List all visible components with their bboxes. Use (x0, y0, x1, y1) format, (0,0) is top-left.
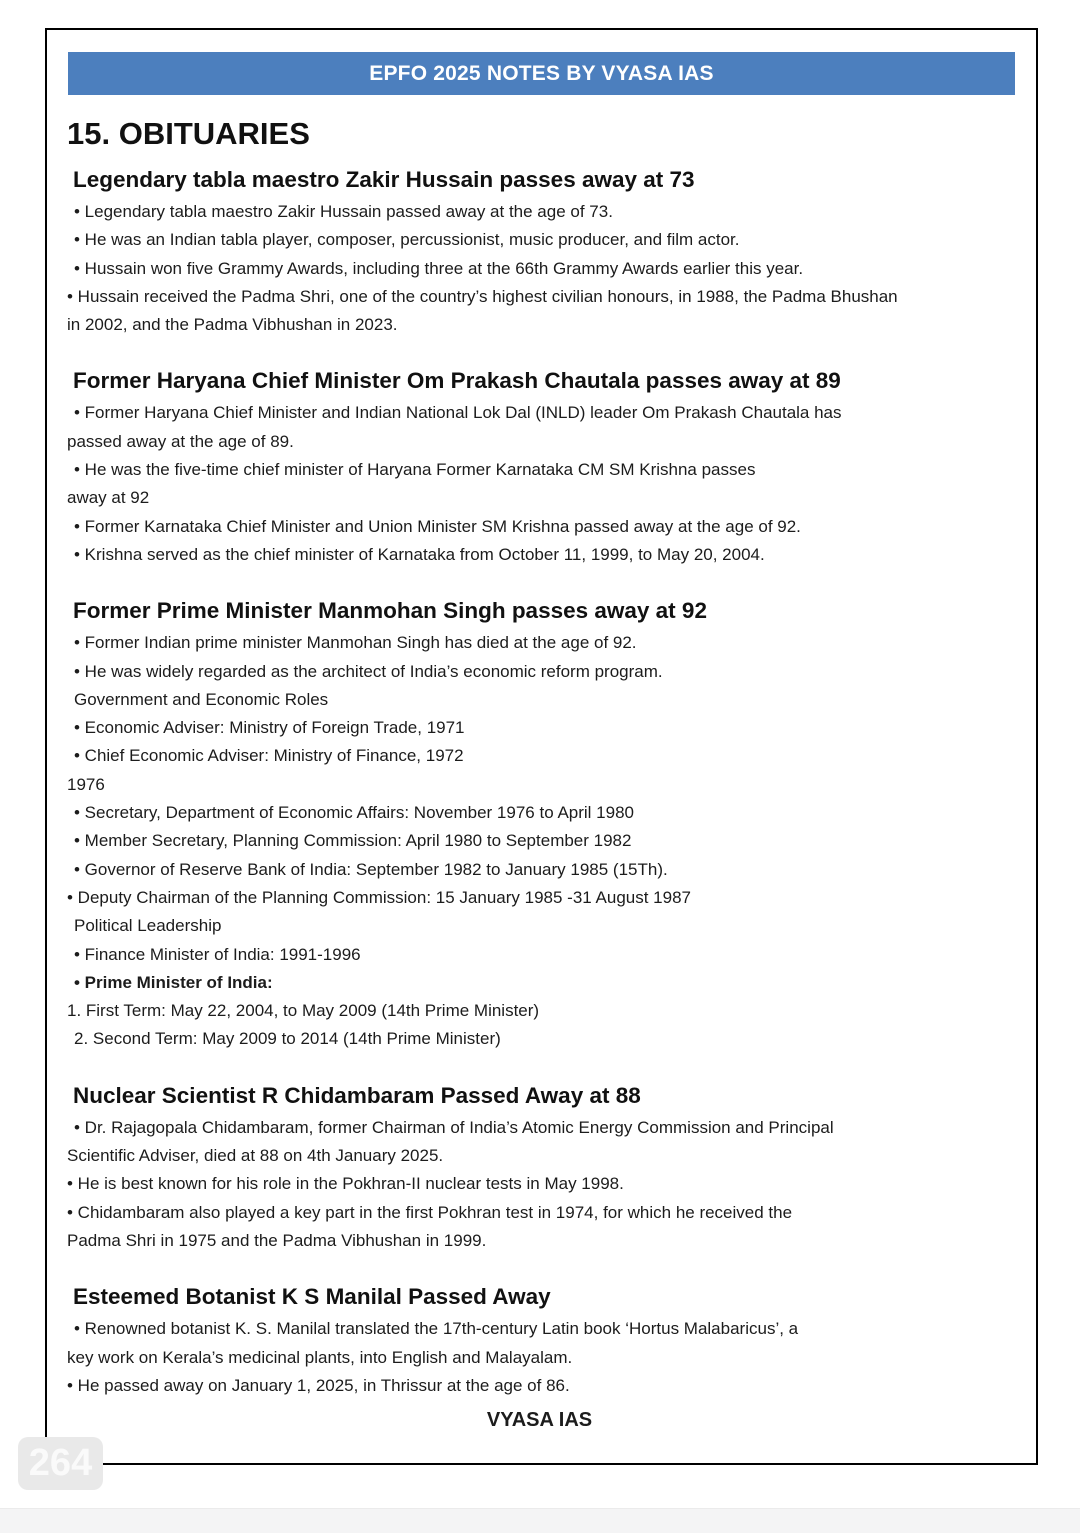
doc-line: away at 92 (67, 488, 150, 508)
doc-line: • Former Indian prime minister Manmohan Singh has died at the age of 92. (74, 633, 637, 653)
doc-line: in 2002, and the Padma Vibhushan in 2023. (67, 315, 398, 335)
doc-line: • Chief Economic Adviser: Ministry of Finance, 1972 (74, 746, 464, 766)
doc-line: 1976 (67, 774, 105, 794)
footer-brand: VYASA IAS (486, 1409, 593, 1432)
next-page-gap (0, 1508, 1080, 1533)
doc-line: Padma Shri in 1975 and the Padma Vibhushan in 1999. (67, 1230, 487, 1250)
section-heading: Nuclear Scientist R Chidambaram Passed Away at 88 (73, 1082, 641, 1108)
header-banner-title: EPFO 2025 NOTES BY VYASA IAS (369, 61, 714, 85)
doc-line: passed away at the age of 89. (67, 431, 294, 451)
doc-line: • He passed away on January 1, 2025, in Thrissur at the age of 86. (67, 1375, 570, 1395)
doc-line: • Chidambaram also played a key part in the first Pokhran test in 1974, for which he received the (67, 1202, 793, 1222)
doc-line: • He was the five-time chief minister of Haryana Former Karnataka CM SM Krishna passes (74, 460, 756, 480)
page-number-badge: 264 (18, 1437, 103, 1490)
doc-line: • Prime Minister of India: (74, 972, 273, 992)
page-title: 15. OBITUARIES (67, 116, 310, 151)
sections (67, 165, 1012, 1400)
doc-line: • Legendary tabla maestro Zakir Hussain passed away at the age of 73. (74, 202, 613, 221)
doc-line: Scientific Adviser, died at 88 on 4th January 2025. (67, 1146, 444, 1166)
doc-line: • Deputy Chairman of the Planning Commission: 15 January 1985 -31 August 1987 (67, 887, 691, 907)
page-content (67, 108, 1012, 1434)
doc-line: • Member Secretary, Planning Commission: April 1980 to September 1982 (74, 831, 632, 851)
obituary-section (67, 366, 1012, 569)
obituary-section (67, 165, 1012, 339)
doc-line: key work on Kerala’s medicinal plants, into English and Malayalam. (67, 1347, 573, 1367)
sub-heading-line: Political Leadership (74, 916, 222, 936)
section-heading: Former Prime Minister Manmohan Singh passes away at 92 (73, 598, 707, 624)
doc-line: 1. First Term: May 22, 2004, to May 2009 (14th Prime Minister) (67, 1001, 540, 1021)
section-heading: Legendary tabla maestro Zakir Hussain passes away at 73 (73, 167, 695, 192)
doc-line: • Former Karnataka Chief Minister and Union Minister SM Krishna passed away at the age of 92. (74, 516, 801, 536)
section-heading: Former Haryana Chief Minister Om Prakash Chautala passes away at 89 (73, 368, 841, 394)
doc-line: • He was widely regarded as the architect of India’s economic reform program. (74, 661, 663, 681)
obituary-section (67, 1282, 1012, 1400)
doc-line: • Governor of Reserve Bank of India: September 1982 to January 1985 (15Th). (74, 859, 668, 879)
section-heading: Esteemed Botanist K S Manilal Passed Away (73, 1284, 551, 1310)
doc-line: • He is best known for his role in the Pokhran-II nuclear tests in May 1998. (67, 1174, 624, 1194)
doc-line: • Dr. Rajagopala Chidambaram, former Chairman of India’s Atomic Energy Commission and Principal (74, 1117, 834, 1137)
sub-heading-line: Government and Economic Roles (74, 689, 329, 709)
doc-line: • Economic Adviser: Ministry of Foreign Trade, 1971 (74, 718, 465, 738)
doc-line: • Finance Minister of India: 1991-1996 (74, 944, 361, 964)
doc-line: • He was an Indian tabla player, composer, percussionist, music producer, and film actor. (74, 230, 740, 250)
doc-line: • Hussain won five Grammy Awards, including three at the 66th Grammy Awards earlier this year. (74, 258, 804, 278)
document-page (45, 28, 1038, 1465)
obituary-section (67, 596, 1012, 1053)
doc-line: • Renowned botanist K. S. Manilal translated the 17th-century Latin book ‘Hortus Malabaricus’, a (74, 1319, 799, 1339)
doc-line: • Hussain received the Padma Shri, one of the country’s highest civilian honours, in 1988, the Padma Bhushan (67, 286, 898, 306)
doc-line: • Krishna served as the chief minister of Karnataka from October 11, 1999, to May 20, 2004. (74, 544, 765, 564)
obituary-section (67, 1081, 1012, 1255)
doc-line: • Secretary, Department of Economic Affairs: November 1976 to April 1980 (74, 803, 634, 823)
doc-line: • Former Haryana Chief Minister and Indian National Lok Dal (INLD) leader Om Prakash Chautala has (74, 403, 842, 423)
doc-line: 2. Second Term: May 2009 to 2014 (14th Prime Minister) (74, 1029, 501, 1049)
header-banner (68, 52, 1015, 95)
